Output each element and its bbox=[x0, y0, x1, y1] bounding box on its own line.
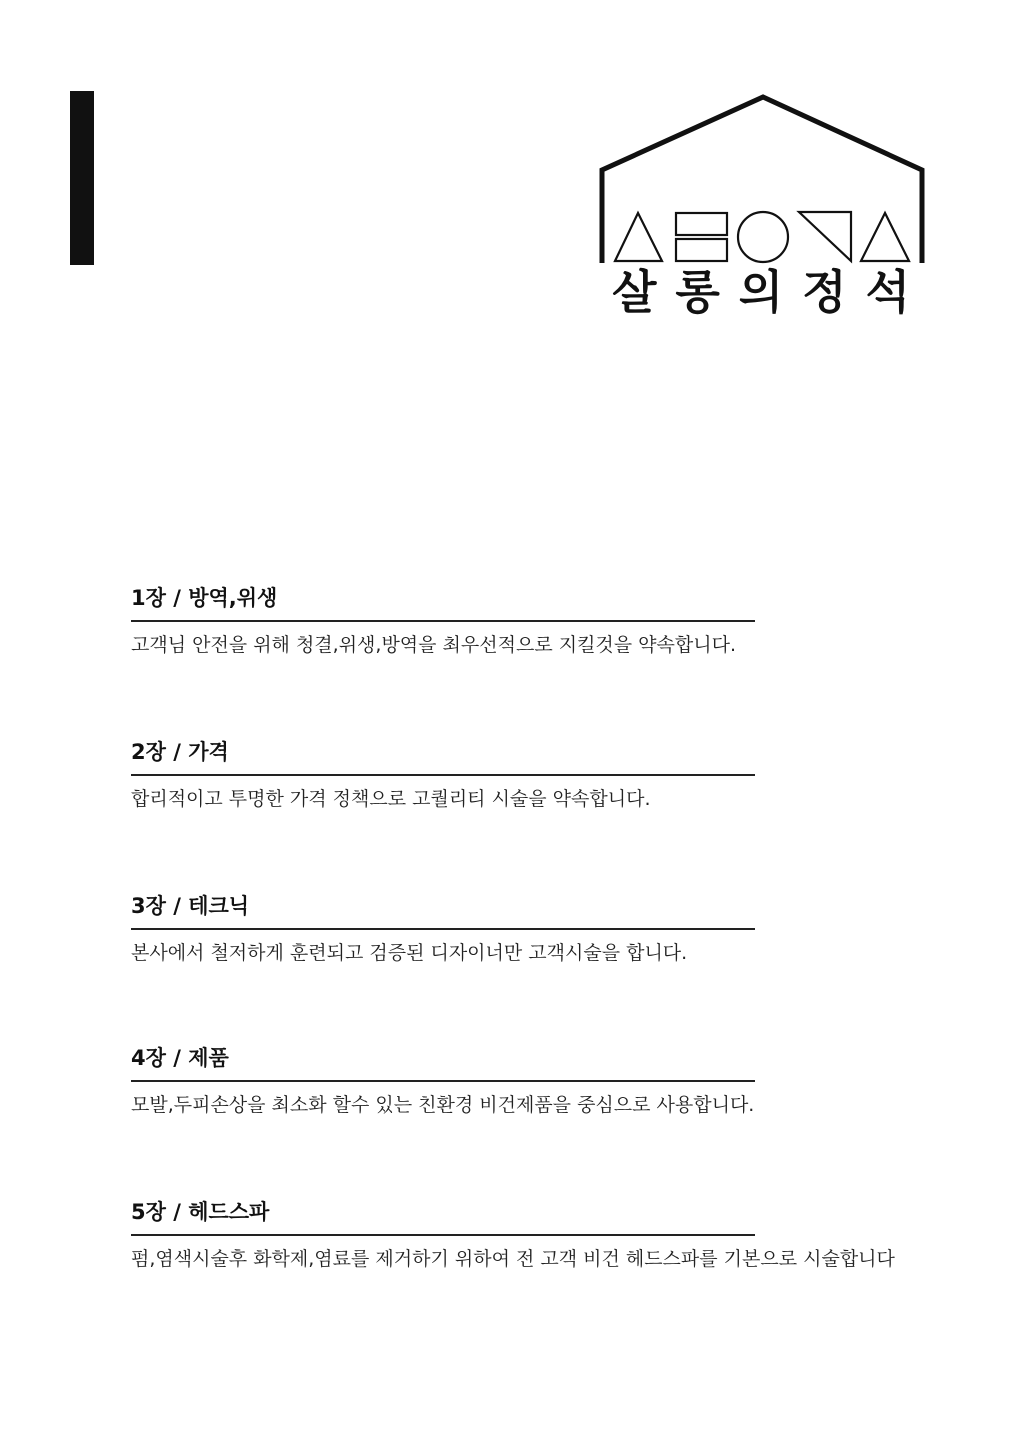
chapter-divider bbox=[131, 774, 755, 776]
house-logo-icon bbox=[598, 92, 928, 267]
chapter-title: 4장 / 제품 bbox=[131, 1046, 229, 1070]
chapter-title: 1장 / 방역,위생 bbox=[131, 586, 278, 610]
side-accent-bar bbox=[70, 91, 94, 265]
chapter-divider bbox=[131, 1080, 755, 1082]
brand-logo bbox=[598, 92, 928, 332]
chapter-1 bbox=[131, 583, 931, 659]
logo-char: 의 bbox=[738, 265, 784, 319]
logo-char: 정 bbox=[802, 265, 847, 319]
chapter-description: 합리적이고 투명한 가격 정책으로 고퀄리티 시술을 약속합니다. bbox=[131, 788, 651, 810]
chapter-divider bbox=[131, 620, 755, 622]
logo-char: 석 bbox=[865, 265, 910, 319]
chapter-description: 펌,염색시술후 화학제,염료를 제거하기 위하여 전 고객 비건 헤드스파를 기본으로 시술합니다 bbox=[131, 1248, 895, 1270]
logo-char: 롱 bbox=[675, 265, 720, 319]
chapter-2 bbox=[131, 737, 931, 813]
chapter-title: 5장 / 헤드스파 bbox=[131, 1200, 270, 1224]
chapter-description: 모발,두피손상을 최소화 할수 있는 친환경 비건제품을 중심으로 사용합니다. bbox=[131, 1094, 755, 1116]
logo-char: 살 bbox=[612, 265, 657, 319]
chapter-title: 2장 / 가격 bbox=[131, 740, 229, 764]
chapter-title: 3장 / 테크닉 bbox=[131, 894, 250, 918]
chapter-divider bbox=[131, 1234, 755, 1236]
chapter-description: 고객님 안전을 위해 청결,위생,방역을 최우선적으로 지킬것을 약속합니다. bbox=[131, 634, 736, 656]
chapter-3 bbox=[131, 891, 931, 967]
logo-wordmark bbox=[598, 264, 928, 320]
chapter-description: 본사에서 철저하게 훈련되고 검증된 디자이너만 고객시술을 합니다. bbox=[131, 942, 688, 964]
chapter-5 bbox=[131, 1197, 931, 1273]
chapter-4 bbox=[131, 1043, 931, 1119]
chapter-divider bbox=[131, 928, 755, 930]
